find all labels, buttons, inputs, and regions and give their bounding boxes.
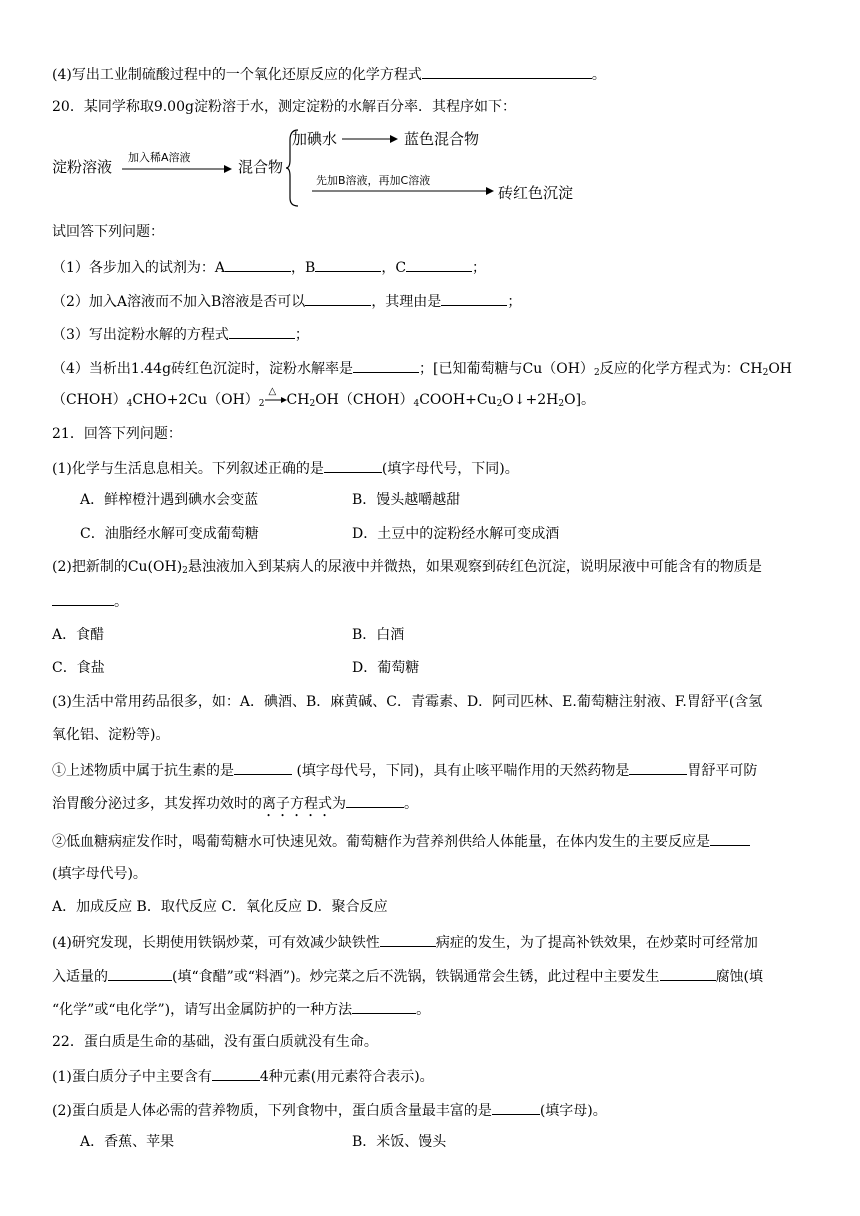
q20-part4-equation: $(CHOH)_4CHO+2Cu(OH)_2$ △ $CH_2OH(CHOH)_4COOH+Cu_2O↓+2H_2O$]。 bbox=[52, 386, 596, 409]
answer-blank[interactable] bbox=[660, 965, 716, 981]
q21-part4-cont2: “化学”或“电化学”)，请写出金属防护的一种方法 。 bbox=[52, 998, 430, 1020]
q22-part1: (1)蛋白质分子中主要含有 4种元素(用元素符合表示)。 bbox=[52, 1065, 434, 1087]
q21-part4: (4)研究发现，长期使用铁锅炒菜，可有效减少缺铁性 病症的发生，为了提高补铁效果，在炒菜时可经常加 bbox=[52, 931, 758, 953]
answer-blank[interactable] bbox=[234, 759, 292, 775]
answer-blank[interactable] bbox=[229, 323, 295, 339]
q21-part3-options[interactable]: A．加成反应 B．取代反应 C．氧化反应 D．聚合反应 bbox=[52, 899, 388, 915]
q21-intro: 21．回答下列问题： bbox=[52, 426, 182, 442]
answer-blank[interactable] bbox=[422, 63, 592, 79]
diagram-middle: 混合物 bbox=[238, 158, 284, 176]
q22-option-a[interactable]: A．香蕉、苹果 bbox=[80, 1134, 175, 1150]
q21-part1: (1)化学与生活息息相关。下列叙述正确的是 (填字母代号，下同)。 bbox=[52, 457, 519, 479]
q21-part2-option-a[interactable]: A．食醋 bbox=[52, 627, 105, 643]
q19-part4: (4)写出工业制硫酸过程中的一个氧化还原反应的化学方程式 。 bbox=[52, 63, 606, 85]
diagram-start: 淀粉溶液 bbox=[52, 158, 113, 176]
arrow-icon bbox=[342, 134, 398, 144]
answer-blank[interactable] bbox=[441, 290, 507, 306]
q20-part4: （4）当析出1.44g砖红色沉淀时，淀粉水解率是 ；[已知葡萄糖与$Cu(OH)_2$反应的化学方程式为：$CH_2OH$ bbox=[52, 357, 792, 379]
q20-prompt: 试回答下列问题： bbox=[52, 224, 164, 240]
answer-blank[interactable] bbox=[352, 998, 416, 1014]
diagram-branch1-label: 加碘水 bbox=[292, 130, 338, 148]
q21-part3-sub2: ②低血糖病症发作时，喝葡萄糖水可快速见效。葡萄糖作为营养剂供给人体能量，在体内发生的主要反应是 bbox=[52, 830, 750, 852]
answer-blank[interactable] bbox=[346, 792, 404, 808]
q21-part2: (2)把新制的$Cu(OH)_2$悬浊液加入到某病人的尿液中并微热，如果观察到砖红色沉淀，说明尿液中可能含有的物质是 bbox=[52, 559, 762, 576]
q21-option-c[interactable]: C．油脂经水解可变成葡萄糖 bbox=[80, 526, 259, 542]
q21-option-b[interactable]: B．馒头越嚼越甜 bbox=[352, 492, 461, 508]
q21-part2-option-d[interactable]: D．葡萄糖 bbox=[352, 660, 420, 676]
arrow-icon bbox=[122, 164, 232, 174]
q21-part3-sub1-cont: 治胃酸分泌过多，其发挥功效时的离子方程式为 。 bbox=[52, 792, 418, 820]
q20-part1: （1）各步加入的试剂为：A ，B ，C ； bbox=[52, 256, 486, 278]
answer-blank[interactable] bbox=[212, 1065, 260, 1081]
q22-part2: (2)蛋白质是人体必需的营养物质，下列食物中，蛋白质含量最丰富的是 (填字母)。 bbox=[52, 1099, 607, 1121]
hydrolysis-flow-diagram bbox=[52, 120, 612, 210]
q21-part4-cont: 入适量的 (填“食醋”或“料酒”)。炒完菜之后不洗锅，铁锅通常会生锈，此过程中主要发生 腐蚀(填 bbox=[52, 965, 763, 987]
diagram-arrow1-label: 加入稀A溶液 bbox=[128, 151, 191, 164]
answer-blank[interactable] bbox=[324, 457, 382, 473]
diagram-branch2-result: 砖红色沉淀 bbox=[498, 184, 574, 202]
q21-part2-option-c[interactable]: C．食盐 bbox=[52, 660, 105, 676]
answer-blank[interactable] bbox=[305, 290, 371, 306]
q21-part2-blank-line: 。 bbox=[52, 590, 128, 612]
q21-option-d[interactable]: D．土豆中的淀粉经水解可变成酒 bbox=[352, 526, 560, 542]
q21-part2-option-b[interactable]: B．白酒 bbox=[352, 627, 405, 643]
answer-blank[interactable] bbox=[380, 931, 436, 947]
diagram-branch1-result: 蓝色混合物 bbox=[404, 130, 480, 148]
q22-option-b[interactable]: B．米饭、馒头 bbox=[352, 1134, 447, 1150]
q21-part3-cont: 氧化铝、淀粉等)。 bbox=[52, 727, 170, 743]
arrow-icon bbox=[312, 186, 494, 196]
answer-blank[interactable] bbox=[52, 590, 114, 606]
answer-blank[interactable] bbox=[315, 256, 381, 272]
q21-part3-sub1: ①上述物质中属于抗生素的是 (填字母代号，下同)，具有止咳平喘作用的天然药物是 胃舒平可防 bbox=[52, 759, 757, 781]
answer-blank[interactable] bbox=[225, 256, 291, 272]
answer-blank[interactable] bbox=[710, 830, 750, 846]
q21-option-a[interactable]: A．鲜榨橙汁遇到碘水会变蓝 bbox=[80, 492, 259, 508]
answer-blank[interactable] bbox=[629, 759, 687, 775]
answer-blank[interactable] bbox=[492, 1099, 540, 1115]
q21-part3-sub2-cont: (填字母代号)。 bbox=[52, 866, 147, 882]
heating-arrow: △ bbox=[265, 390, 287, 410]
q20-part3: （3）写出淀粉水解的方程式 ； bbox=[52, 323, 309, 345]
diagram-branch2-label: 先加B溶液，再加C溶液 bbox=[316, 174, 431, 187]
answer-blank[interactable] bbox=[353, 357, 419, 373]
q22-intro: 22．蛋白质是生命的基础，没有蛋白质就没有生命。 bbox=[52, 1034, 378, 1050]
q20-intro: 20．某同学称取9.00g淀粉溶于水，测定淀粉的水解百分率．其程序如下： bbox=[52, 99, 516, 115]
q20-part2: （2）加入A溶液而不加入B溶液是否可以 ，其理由是 ； bbox=[52, 290, 521, 312]
q21-part3: (3)生活中常用药品很多，如：A．碘酒、B．麻黄碱、C．青霉素、D．阿司匹林、E.葡萄糖注射液、F.胃舒平(含氢 bbox=[52, 694, 763, 710]
answer-blank[interactable] bbox=[406, 256, 472, 272]
answer-blank[interactable] bbox=[108, 965, 172, 981]
